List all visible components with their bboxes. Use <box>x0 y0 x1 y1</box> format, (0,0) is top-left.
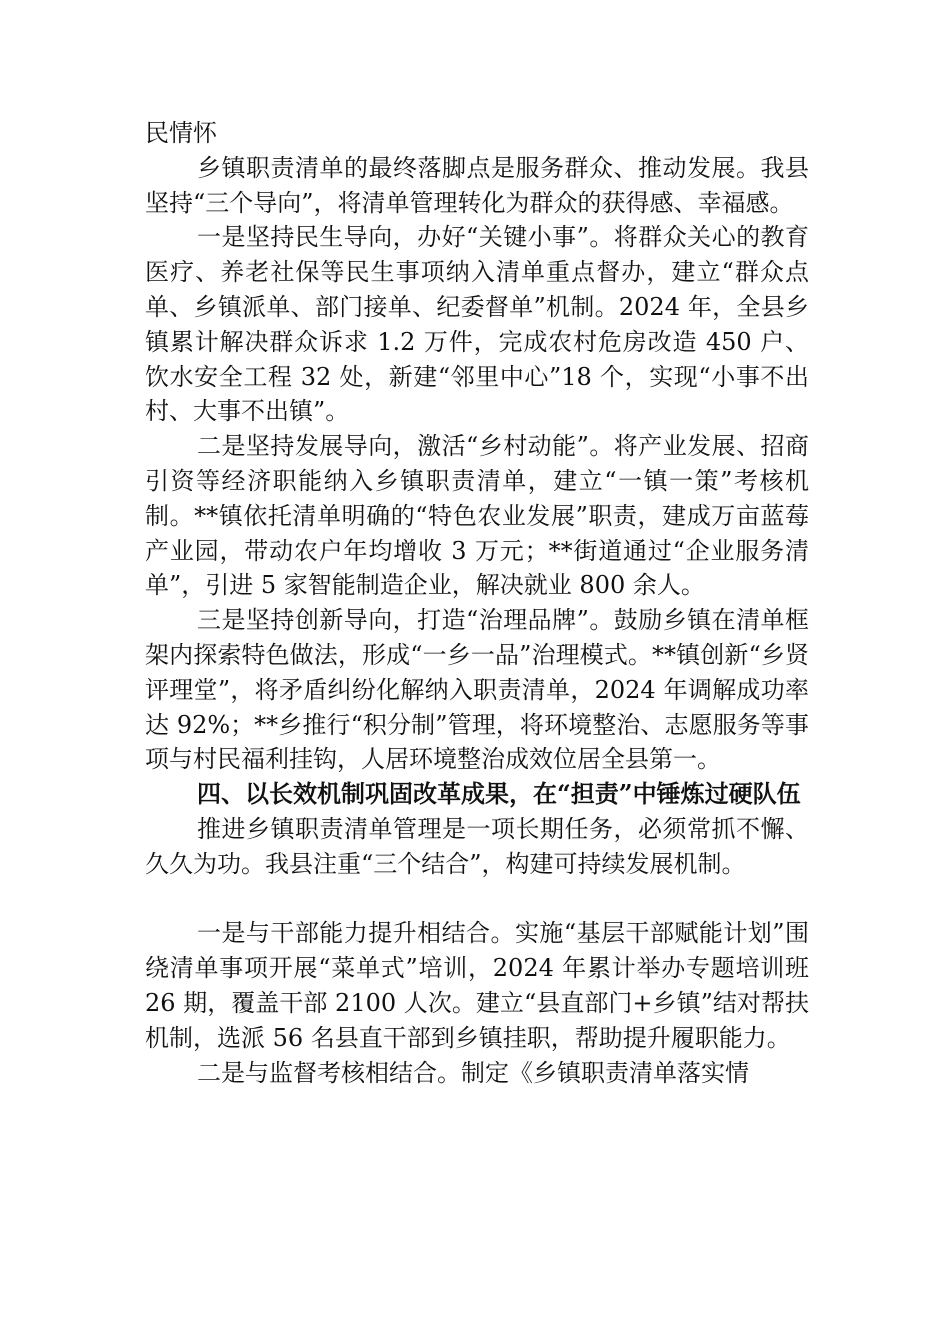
paragraph-long-term: 推进乡镇职责清单管理是一项长期任务，必须常抓不懈、久久为功。我县注重“三个结合”，构建可持续发展机制。 <box>145 814 809 878</box>
paragraph-intro: 乡镇职责清单的最终落脚点是服务群众、推动发展。我县坚持“三个导向”，将清单管理转化为群众的获得感、幸福感。 <box>145 153 809 217</box>
paragraph-supervision: 二是与监督考核相结合。制定《乡镇职责清单落实情 <box>197 1058 749 1087</box>
paragraph-innovation: 三是坚持创新导向，打造“治理品牌”。鼓励乡镇在清单框架内探索特色做法，形成“一乡一品”治理模式。**镇创新“乡贤评理堂”，将矛盾纠纷化解纳入职责清单，2024 年调解成功率达 92%；**乡推行“积分制”管理，将环境整治、志愿服务等事项与村民福利挂钩，人居环境整治成效位居全县第一。 <box>145 606 809 774</box>
paragraph-cadre-ability: 一是与干部能力提升相结合。实施“基层干部赋能计划”围绕清单事项开展“菜单式”培训，2024 年累计举办专题培训班 26 期，覆盖干部 2100 人次。建立“县直部门+乡镇”结对帮扶机制，选派 56 名县直干部到乡镇挂职，帮助提升履职能力。 <box>145 919 809 1052</box>
paragraph-livelihood: 一是坚持民生导向，办好“关键小事”。将群众关心的教育医疗、养老社保等民生事项纳入清单重点督办，建立“群众点单、乡镇派单、部门接单、纪委督单”机制。2024 年，全县乡镇累计解决群众诉求 1.2 万件，完成农村危房改造 450 户、饮水安全工程 32 处，新建“邻里中心”18 个，实现“小事不出村、大事不出镇”。 <box>145 223 809 426</box>
document-body <box>145 116 809 1090</box>
paragraph-development: 二是坚持发展导向，激活“乡村动能”。将产业发展、招商引资等经济职能纳入乡镇职责清单，建立“一镇一策”考核机制。**镇依托清单明确的“特色农业发展”职责，建成万亩蓝莓产业园，带动农户年均增收 3 万元；**街道通过“企业服务清单”，引进 5 家智能制造企业，解决就业 800 余人。 <box>145 432 809 600</box>
section-heading: 四、以长效机制巩固改革成果，在“担责”中锤炼过硬队伍 <box>197 779 801 809</box>
paragraph-continuation: 民情怀 <box>145 119 217 147</box>
